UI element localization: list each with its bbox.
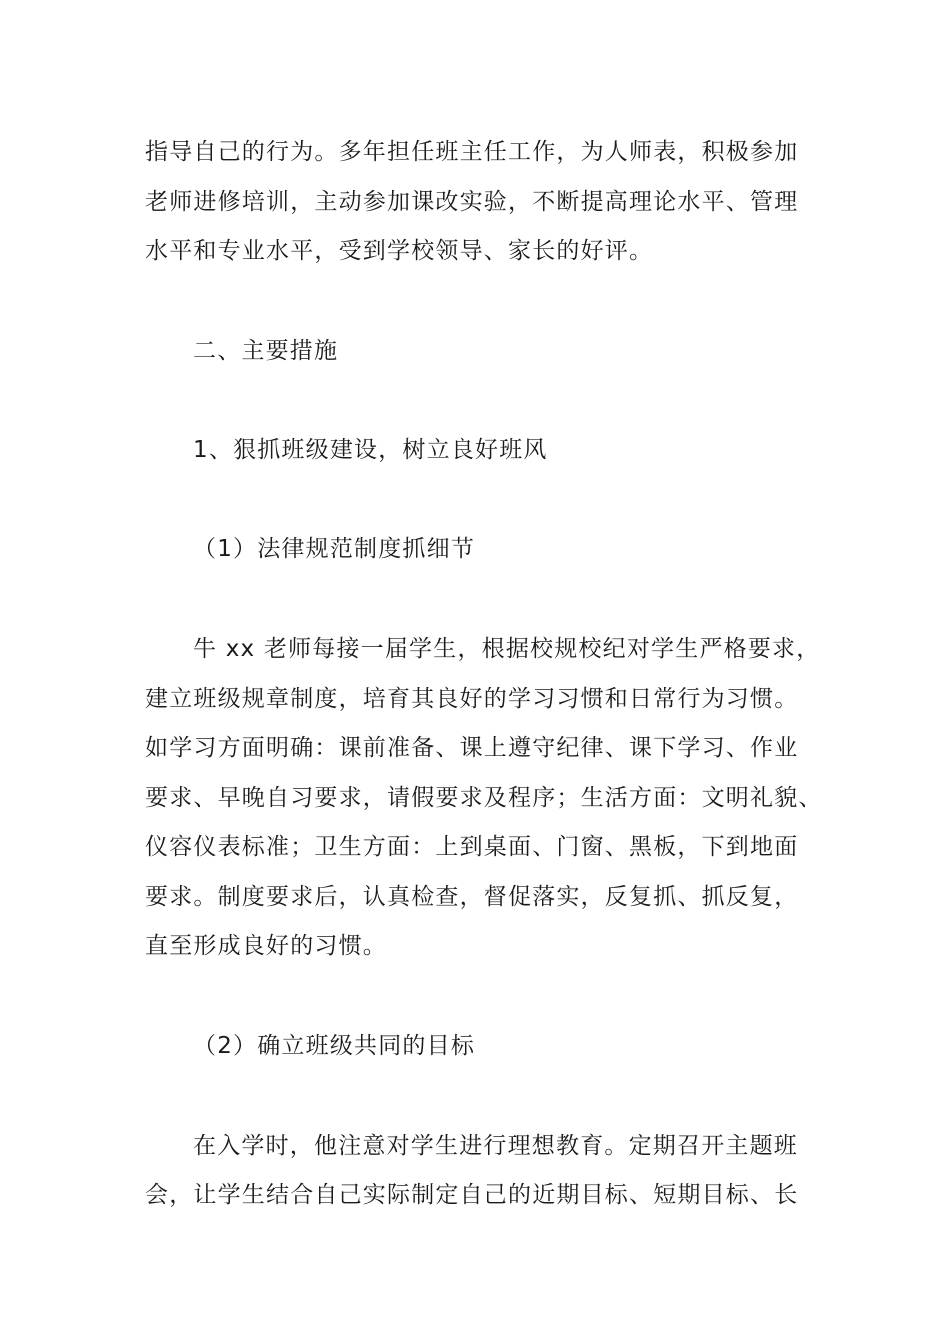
paragraph-line: 牛 xx 老师每接一届学生，根据校规校纪对学生严格要求， xyxy=(193,636,821,662)
paragraph-line: 会，让学生结合自己实际制定自己的近期目标、短期目标、长 xyxy=(145,1182,799,1208)
paragraph-line: 指导自己的行为。多年担任班主任工作，为人师表，积极参加 xyxy=(145,139,799,165)
section-heading: 二、主要措施 xyxy=(193,338,339,364)
paragraph-line: 仪容仪表标准；卫生方面：上到桌面、门窗、黑板，下到地面 xyxy=(145,834,799,860)
paragraph-line: 建立班级规章制度，培育其良好的学习习惯和日常行为习惯。 xyxy=(145,686,799,712)
paragraph-line: 老师进修培训，主动参加课改实验，不断提高理论水平、管理 xyxy=(145,189,799,215)
paragraph-line: 水平和专业水平，受到学校领导、家长的好评。 xyxy=(145,238,654,264)
paragraph-line: 如学习方面明确：课前准备、课上遵守纪律、课下学习、作业 xyxy=(145,735,799,761)
subsection-heading: 1、狠抓班级建设，树立良好班风 xyxy=(193,437,548,463)
paragraph-line: 直至形成良好的习惯。 xyxy=(145,933,387,959)
subsubsection-heading: （1）法律规范制度抓细节 xyxy=(193,536,476,562)
subsubsection-heading: （2）确立班级共同的目标 xyxy=(193,1033,476,1059)
paragraph-line: 在入学时，他注意对学生进行理想教育。定期召开主题班 xyxy=(193,1133,798,1159)
paragraph-line: 要求、早晚自习要求，请假要求及程序；生活方面：文明礼貌、 xyxy=(145,785,823,811)
paragraph-line: 要求。制度要求后，认真检查，督促落实，反复抓、抓反复， xyxy=(145,884,799,910)
